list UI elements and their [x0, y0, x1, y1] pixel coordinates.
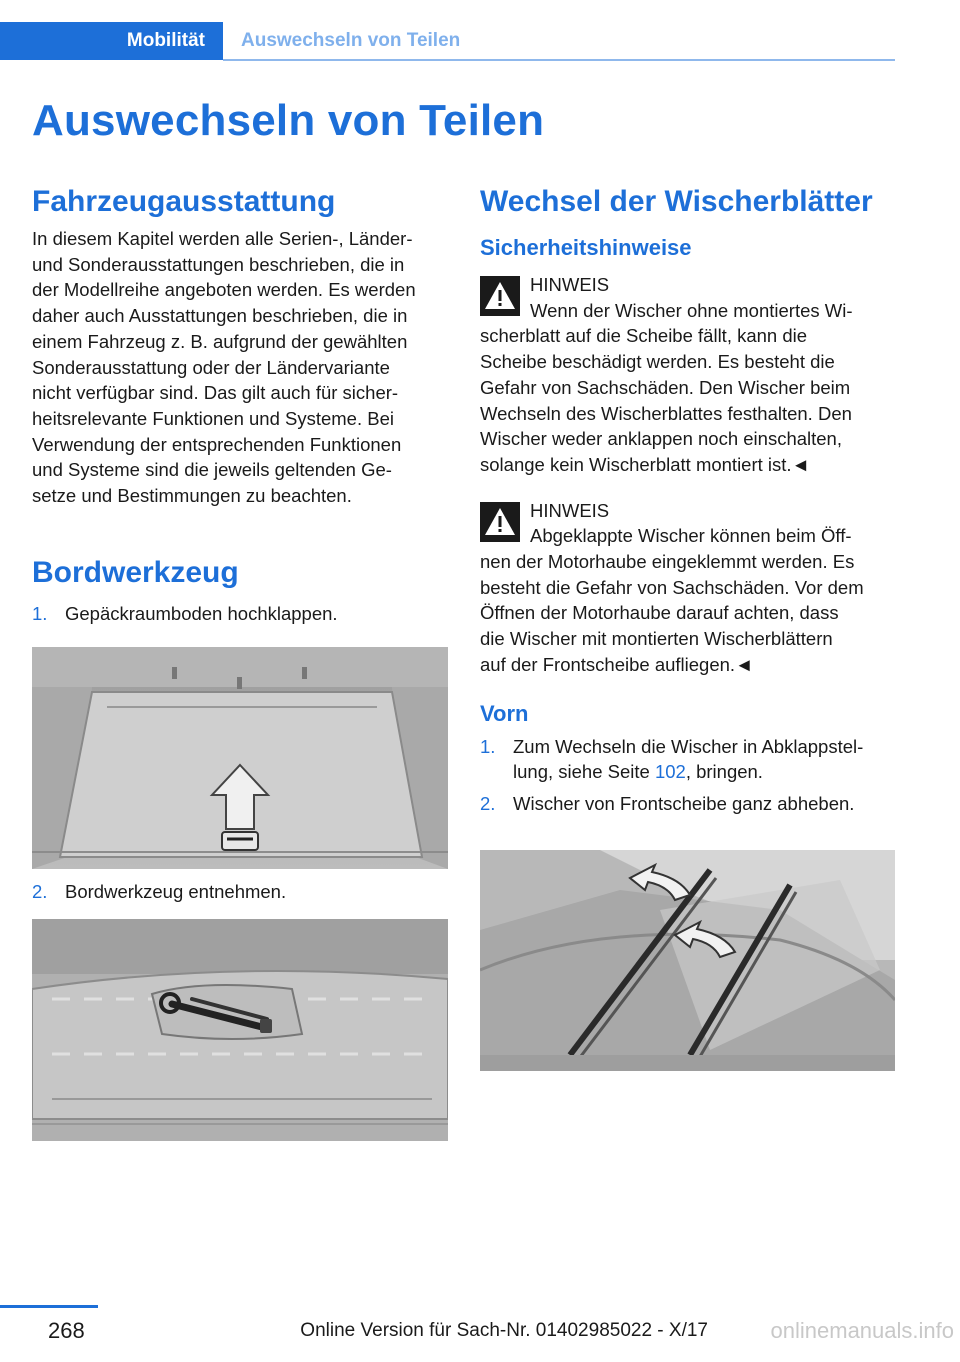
text-line: der Modellreihe angeboten werden. Es werden [32, 279, 416, 301]
page-title: Auswechseln von Teilen [32, 96, 545, 145]
step-number: 2. [480, 792, 496, 814]
page-link[interactable]: 102 [654, 761, 686, 783]
text-line: besteht die Gefahr von Sachschäden. Vor dem [480, 576, 864, 598]
text-line: setze und Bestimmungen zu beachten. [32, 485, 352, 507]
onboard-tools-photo [32, 919, 448, 1141]
text-line: Sonderausstattung oder der Ländervariante [32, 356, 390, 378]
right-column [480, 180, 896, 817]
text-line: nicht verfügbar sind. Das gilt auch für sicher- [32, 382, 399, 404]
note-label: HINWEIS [530, 499, 610, 521]
text-line: Zum Wechseln die Wischer in Abklappstel- [513, 735, 864, 757]
text-line: heitsrelevante Funktionen und Systeme. Bei [32, 407, 394, 429]
text-line: und Sonderausstattungen beschrieben, die in [32, 253, 405, 275]
text-line: die Wischer mit montierten Wischerblättern [480, 628, 833, 650]
watermark: onlinemanuals.info [770, 1318, 954, 1343]
warning-triangle-icon [480, 502, 520, 542]
warning-triangle-icon [480, 276, 520, 316]
section-tab [0, 22, 223, 60]
text-line: Wischer weder anklappen noch einschalten, [480, 428, 842, 450]
text-line: scherblatt auf die Scheibe fällt, kann die [480, 325, 808, 347]
heading-safety: Sicherheitshinweise [480, 235, 692, 260]
text-line: Wenn der Wischer ohne montiertes Wi- [530, 299, 853, 321]
text-line: und Systeme sind die jeweils geltenden Ge- [32, 459, 392, 481]
heading-tools: Bordwerkzeug [32, 555, 239, 589]
heading-equipment: Fahrzeugausstattung [32, 185, 336, 218]
text-line: daher auch Ausstattungen beschrieben, die in [32, 305, 408, 327]
text-line: In diesem Kapitel werden alle Serien-, Länder- [32, 228, 413, 249]
text-line: nen der Motorhaube eingeklemmt werden. Es [480, 551, 855, 573]
text-fragment: , bringen. [685, 761, 763, 783]
header-rule [223, 59, 895, 61]
left-column [32, 180, 448, 626]
text-line: Wechseln des Wischerblattes festhalten. Den [480, 402, 852, 424]
heading-front: Vorn [480, 700, 529, 726]
front-step-1 [480, 734, 896, 785]
text-fragment: lung, siehe Seite [513, 761, 655, 783]
text-line: auf der Frontscheibe aufliegen.◄ [480, 653, 754, 675]
running-header [0, 22, 895, 62]
online-version-note: Online Version für Sach-Nr. 01402985022 - X/17 [300, 1320, 708, 1341]
text-line [513, 759, 896, 785]
front-step-2 [480, 791, 896, 817]
step-text: Gepäckraumboden hochklappen. [65, 602, 338, 624]
section-tab-label: Mobilität [126, 30, 205, 51]
text-line: einem Fahrzeug z. B. aufgrund der gewählten [32, 330, 408, 352]
tools-step-2 [32, 879, 448, 905]
warning-note-1 [480, 272, 896, 478]
warning-note-2 [480, 498, 896, 678]
wiper-photo [480, 850, 895, 1071]
text-line: Verwendung der entsprechenden Funktionen [32, 433, 402, 455]
step-number: 2. [32, 881, 48, 902]
chapter-crumb: Auswechseln von Teilen [241, 30, 461, 51]
step-text: Bordwerkzeug entnehmen. [65, 881, 287, 902]
text-line: Abgeklappte Wischer können beim Öff- [530, 525, 852, 547]
text-line: solange kein Wischerblatt montiert ist.◄ [480, 453, 810, 475]
text-line: Gefahr von Sachschäden. Den Wischer beim [480, 376, 851, 398]
step-number: 1. [32, 602, 48, 624]
footer-rule [0, 1305, 98, 1308]
tools-step-2-wrap [32, 879, 448, 905]
luggage-floor-photo [32, 647, 448, 869]
equipment-paragraph [32, 226, 448, 509]
text-line: Öffnen der Motorhaube darauf achten, dass [480, 602, 839, 624]
tools-step-1 [32, 601, 448, 627]
step-text: Wischer von Frontscheibe ganz abheben. [513, 792, 855, 814]
step-number: 1. [480, 735, 496, 757]
note-label: HINWEIS [530, 274, 610, 295]
page-number: 268 [48, 1318, 85, 1343]
text-line: Scheibe beschädigt werden. Es besteht die [480, 351, 835, 373]
heading-wiper-blades: Wechsel der Wischerblätter [480, 185, 873, 218]
